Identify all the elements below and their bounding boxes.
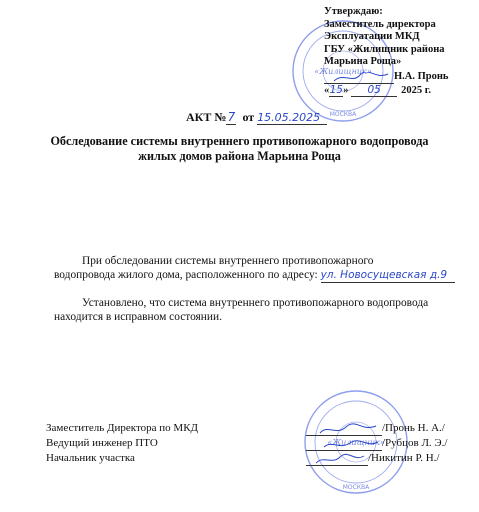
approval-line2: Эксплуатации МКД: [324, 31, 420, 43]
act-subject: [0, 134, 479, 164]
act-title: [186, 110, 327, 125]
stamp-bottom-city: МОСКВА: [342, 484, 370, 491]
approval-signature-line: [324, 72, 394, 84]
stamp-bottom-text: «Жилищник»: [327, 438, 385, 447]
body-address: ул. Новосущевская д.9: [321, 268, 455, 283]
signature-name-2: /Рубцов Л. Э./: [382, 437, 448, 449]
signature-row-3: [306, 451, 447, 466]
signature-mark-3: [306, 453, 368, 465]
body-para2-line2: находится в исправном состоянии.: [54, 311, 222, 323]
body-para2-line1: Установлено, что система внутреннего противопожарного водопровода: [82, 297, 429, 309]
stamp-top-city: МОСКВА: [329, 111, 357, 118]
body-para1-line1: При обследовании системы внутреннего противопожарного: [82, 255, 374, 267]
approval-line1: Заместитель директора: [324, 18, 436, 30]
act-date: 15.05.2025: [257, 111, 327, 125]
act-from-label: от: [242, 110, 255, 124]
signature-role-1: Заместитель Директора по МКД: [46, 422, 199, 434]
approval-date-year: 2025 г.: [401, 84, 431, 96]
signature-name-1: /Пронь Н. А./: [382, 422, 445, 434]
approval-signer: Н.А. Пронь: [394, 70, 449, 82]
approval-heading: Утверждаю:: [324, 6, 383, 17]
subject-line1: Обследование системы внутреннего противопожарного водопровода: [50, 134, 429, 148]
signature-line-2: [306, 438, 385, 451]
signature-line-1: [306, 423, 382, 436]
signature-line-3: [306, 453, 368, 466]
approval-block: [324, 6, 474, 97]
approval-signer-row: [324, 71, 474, 84]
approval-date-day: 15: [329, 83, 343, 96]
approval-date-row: [324, 84, 474, 98]
subject-line2: жилых домов района Марьина Роща: [138, 149, 341, 163]
body-para1-line2-row: [54, 268, 455, 283]
signature-role-3: Начальник участка: [46, 452, 135, 464]
signature-role-2: Ведущий инженер ПТО: [46, 437, 158, 449]
signature-names: [306, 421, 447, 466]
stamp-top-text: «Жилищник»: [314, 67, 372, 76]
signature-roles: [46, 421, 198, 466]
signature-mark-2: [306, 438, 385, 450]
signature-row-2: [306, 436, 447, 451]
signature-mark-1: [306, 423, 382, 435]
approval-line4: Марьина Роща»: [324, 56, 402, 68]
approval-signature: [324, 72, 394, 83]
body-para1-line2: водопровода жилого дома, расположенного по адресу:: [54, 269, 318, 281]
approval-line3: ГБУ «Жилищник района: [324, 43, 445, 55]
signature-name-3: /Никитин Р. Н./: [368, 452, 440, 464]
date-close-quote: »: [343, 84, 349, 96]
act-label: АКТ №: [186, 110, 227, 124]
act-number: 7: [227, 110, 236, 124]
date-open-quote: «: [324, 84, 330, 96]
signature-row-1: [306, 421, 447, 436]
approval-date-month: 05: [351, 84, 397, 98]
